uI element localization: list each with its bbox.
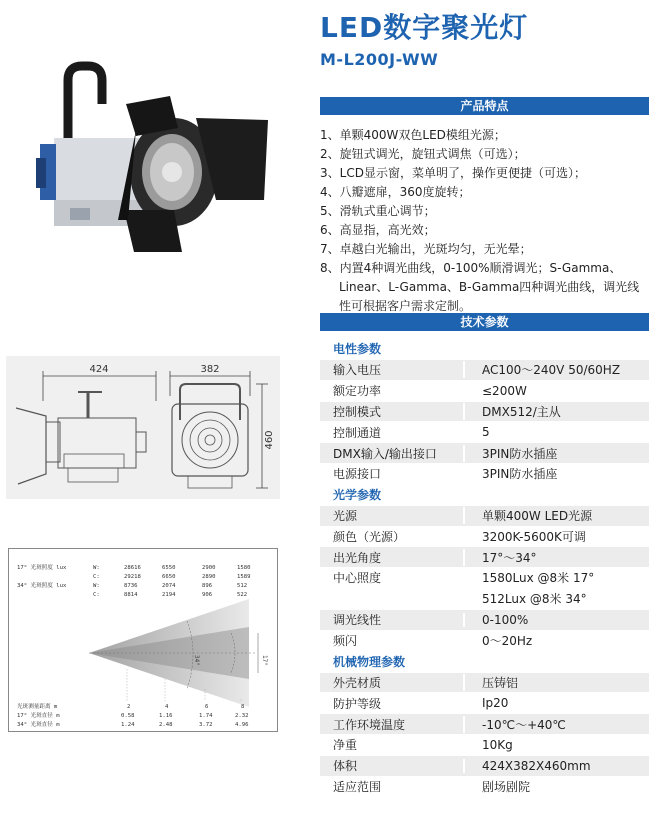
product-photo	[6, 60, 282, 255]
lux-value: 8736	[124, 583, 138, 589]
feature-item: 7、卓越白光输出，光斑均匀，无光晕；	[320, 242, 532, 256]
spec-row: 颜色（光源） 3200K-5600K可调	[320, 527, 649, 548]
d17-value: 0.58	[121, 713, 135, 719]
spec-row: 输入电压 AC100～240V 50/60HZ	[320, 360, 649, 381]
lux-value: 28616	[124, 565, 141, 571]
distance-value: 8	[241, 704, 245, 710]
spec-row: 体积 424X382X460mm	[320, 756, 649, 777]
lux-value: 1589	[237, 574, 251, 580]
features-heading: 产品特点	[320, 97, 649, 115]
distance-label: 光斑测量距离 m	[17, 704, 58, 710]
spec-row: 出光角度 17°～34°	[320, 547, 649, 568]
section-electrical: 电性参数	[320, 339, 649, 360]
lux-value: 6650	[162, 574, 176, 580]
d17-value: 1.74	[199, 713, 213, 719]
spec-row: 控制通道 5	[320, 422, 649, 443]
distance-value: 4	[165, 704, 169, 710]
specs-heading: 技术参数	[320, 313, 649, 331]
d17-value: 2.32	[235, 713, 249, 719]
spec-row: 净重 10Kg	[320, 735, 649, 756]
lux-value: 6550	[162, 565, 176, 571]
spec-row: 适应范围 剧场剧院	[320, 777, 649, 798]
dimension-drawing	[6, 356, 280, 499]
spec-row: 外壳材质 压铸铝	[320, 673, 649, 694]
lux-value: 2074	[162, 583, 176, 589]
lux-value: 1580	[237, 565, 251, 571]
lux-value: 906	[202, 592, 213, 598]
angle-narrow-label: 17°	[261, 655, 268, 666]
d34-value: 2.48	[159, 722, 173, 728]
height-dimension: 460	[264, 430, 275, 450]
lux-value: 2890	[202, 574, 216, 580]
depth-dimension: 382	[200, 364, 220, 375]
feature-item: 1、单颗400W双色LED模组光源；	[320, 128, 506, 142]
spec-row: 工作环境温度 -10℃～+40℃	[320, 714, 649, 735]
feature-item: 6、高显指，高光效；	[320, 223, 436, 237]
spec-row: 额定功率 ≤200W	[320, 381, 649, 402]
lux34-w-tag: W:	[93, 583, 100, 589]
lux-value: 2900	[202, 565, 216, 571]
features-list	[320, 126, 648, 316]
lux17-label: 17° 光斑照度 lux	[17, 565, 67, 571]
feature-item: 5、滑轨式重心调节；	[320, 204, 436, 218]
spec-row: DMX输入/输出接口 3PIN防水插座	[320, 443, 649, 464]
product-model: M-L200J-WW	[320, 50, 439, 69]
d34-value: 3.72	[199, 722, 213, 728]
d34-value: 1.24	[121, 722, 135, 728]
angle-wide-label: 34°	[193, 655, 200, 666]
lux-value: 8814	[124, 592, 138, 598]
lux17-c-tag: C:	[93, 574, 100, 580]
section-mechanical: 机械物理参数	[320, 652, 649, 673]
d34-value: 4.96	[235, 722, 249, 728]
center-lux-34: 512Lux @8米 34°	[482, 592, 587, 607]
spec-row: 光源 单颗400W LED光源	[320, 506, 649, 527]
photometric-chart	[8, 548, 278, 732]
d17-value: 1.16	[159, 713, 173, 719]
spec-row: 防护等级 Ip20	[320, 693, 649, 714]
spec-row-center-illuminance: 中心照度 1580Lux @8米 17° 512Lux @8米 34°	[320, 568, 649, 610]
lux-value: 2194	[162, 592, 176, 598]
distance-value: 2	[127, 704, 131, 710]
lux34-c-tag: C:	[93, 592, 100, 598]
section-optical: 光学参数	[320, 485, 649, 506]
specs-table	[320, 339, 649, 798]
d34-label: 34° 光斑直径 m	[17, 722, 60, 728]
spec-row: 控制模式 DMX512/主从	[320, 402, 649, 423]
width-dimension: 424	[89, 364, 109, 375]
spec-row: 调光线性 0-100%	[320, 610, 649, 631]
spec-row: 电源接口 3PIN防水插座	[320, 464, 649, 485]
lux-value: 512	[237, 583, 248, 589]
feature-item: 8、内置4种调光曲线，0-100%顺滑调光；S-Gamma、Linear、L-Gamma、B-Gamma四种调光曲线，调光线性可根据客户需求定制。	[320, 261, 640, 313]
distance-value: 6	[205, 704, 209, 710]
center-lux-17: 1580Lux @8米 17°	[482, 571, 595, 586]
lux-value: 29218	[124, 574, 141, 580]
feature-item: 4、八瓣遮扉，360度旋转；	[320, 185, 471, 199]
lux34-label: 34° 光斑照度 lux	[17, 583, 67, 589]
feature-item: 3、LCD显示窗，菜单明了，操作更便捷（可选）；	[320, 166, 586, 180]
lux-value: 522	[237, 592, 248, 598]
spec-row: 频闪 0～20Hz	[320, 631, 649, 652]
feature-item: 2、旋钮式调光，旋钮式调焦（可选）；	[320, 147, 526, 161]
product-title: LED数字聚光灯	[320, 11, 529, 44]
d17-label: 17° 光斑直径 m	[17, 713, 60, 719]
lux17-w-tag: W:	[93, 565, 100, 571]
lux-value: 896	[202, 583, 213, 589]
